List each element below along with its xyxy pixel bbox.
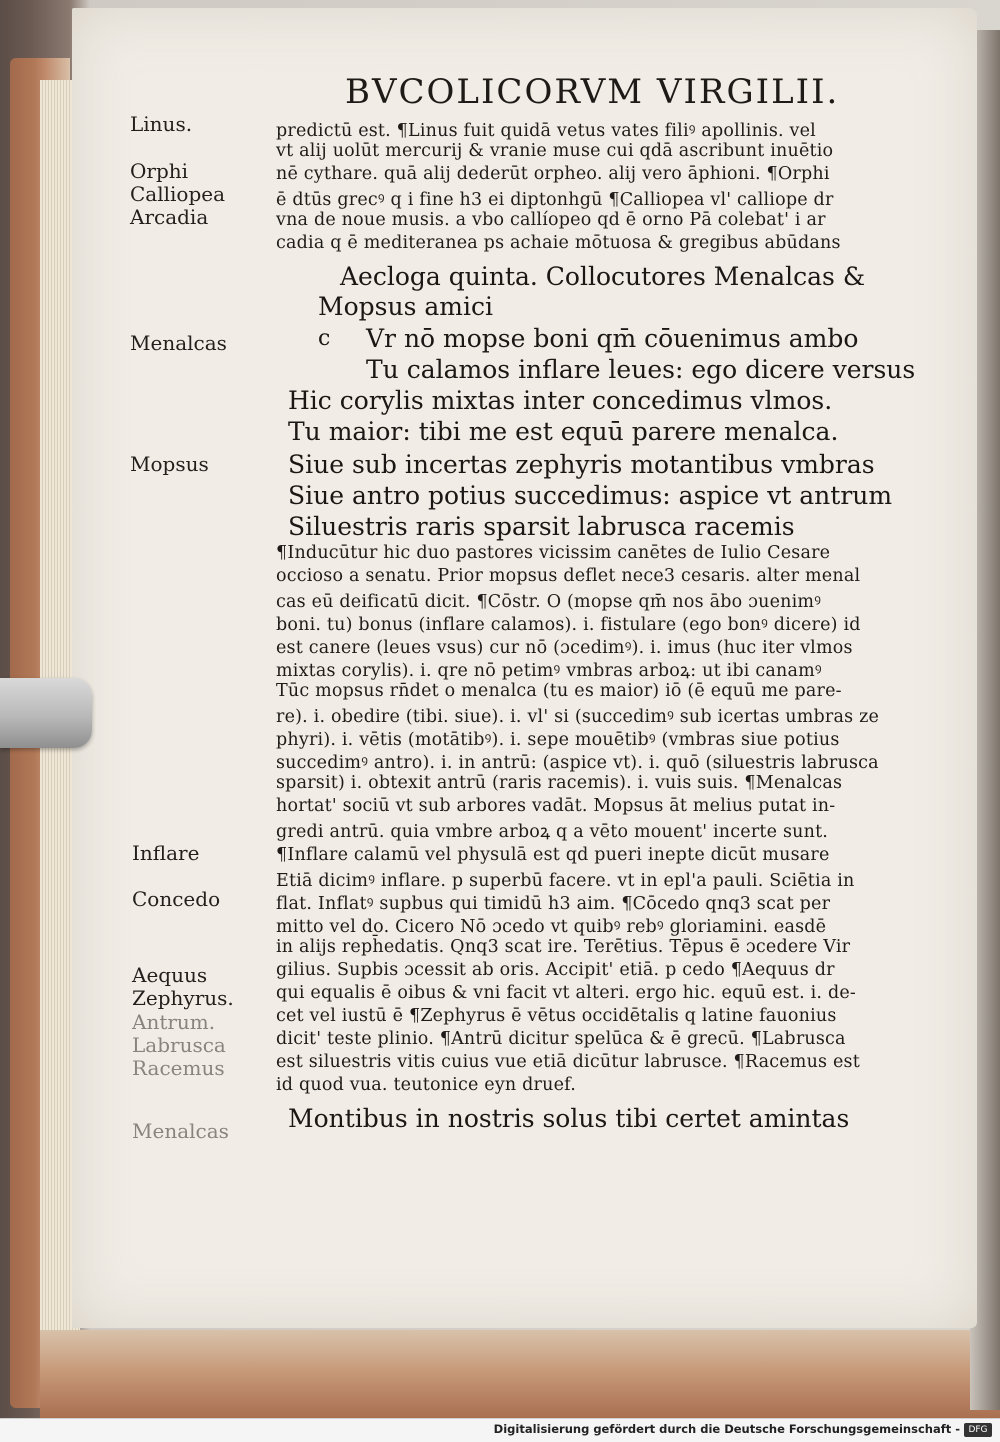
commentary-line: Tūc mopsus rn̄det o menalca (tu es maior) iō (ē equū me pare- (276, 681, 842, 701)
margin-note-concedo: Concedo (132, 887, 221, 911)
commentary-line: cadia q ē mediteranea ps achaie mōtuosa & gregibus abūdans (276, 233, 841, 253)
commentary-line: cet vel iustū ē ¶Zephyrus ē vētus occidētalis q latine fauonius (276, 1006, 837, 1026)
margin-note-menalcas-2: Menalcas (132, 1119, 229, 1143)
digitization-footer (0, 1418, 1000, 1442)
commentary-line: dicit' teste plinio. ¶Antrū dicitur spelūca & ē grecū. ¶Labrusca (276, 1029, 846, 1049)
margin-note-labrusca: Labrusca (132, 1033, 226, 1057)
commentary-line: occioso a senatu. Prior mopsus deflet nece3 cesaris. alter menal (276, 566, 861, 586)
commentary-line: cas eū deificatū dicit. ¶Cōstr. O (mopse qm̄ nos ābo ɔuenimꝰ (276, 592, 822, 612)
verse-line-final: Montibus in nostris solus tibi certet amintas (288, 1104, 850, 1133)
commentary-line: succedimꝰ antro). i. in antrū: (aspice vt). i. quō (siluestris labrusca (276, 753, 879, 773)
margin-note-mopsus: Mopsus (130, 452, 209, 476)
commentary-line: hortat' sociū vt sub arbores vadāt. Mopsus āt melius putat in- (276, 796, 836, 816)
commentary-line: flat. Inflatꝰ supbus qui timidū h3 aim. ¶Cōcedo qnq3 scat per (276, 894, 831, 914)
commentary-line: gilius. Supbis ɔcessit ab oris. Accipit' etiā. p cedo ¶Aequus dr (276, 960, 835, 980)
eclogue-heading-continued: Mopsus amici (318, 292, 493, 321)
dfg-logo-icon: DFG (964, 1423, 992, 1437)
margin-note-arcadia: Arcadia (130, 205, 209, 229)
margin-note-calliopea: Calliopea (130, 182, 226, 206)
commentary-line: mixtas corylis). i. qre nō petimꝰ vmbras arboꝝ: ut ibi canamꝰ (276, 661, 822, 681)
margin-note-inflare: Inflare (132, 841, 200, 865)
margin-note-aequus: Aequus (132, 963, 208, 987)
verse-line: Hic corylis mixtas inter concedimus vlmos. (288, 386, 833, 415)
commentary-line: est siluestris vitis cuius vue etiā dicūtur labrusce. ¶Racemus est (276, 1052, 860, 1072)
commentary-line: ē dtūs grecꝰ q i fine h3 ei diptonhgū ¶Calliopea vl' calliope dr (276, 190, 834, 210)
commentary-line: vna de noue musis. a vbo callíopeo qd ē orno Pā colebat' i ar (276, 210, 826, 230)
commentary-line: Etiā dicimꝰ inflare. p superbū facere. vt in epl'a pauli. Sciētia in (276, 871, 855, 891)
commentary-line: vt alij uolūt mercurij & vranie muse cui qdā ascribunt inuētio (276, 141, 834, 161)
commentary-line: est canere (leues vsus) cur nō (ɔcedimꝰ). i. imus (huc iter vlmos (276, 638, 853, 658)
verse-line: Siue antro potius succedimus: aspice vt antrum (288, 481, 893, 510)
verse-line: Siluestris raris sparsit labrusca racemis (288, 512, 795, 541)
running-head: BVCOLICORVM VIRGILII. (345, 72, 840, 112)
verse-line: Vr nō mopse boni qm̄ cōuenimus ambo (366, 324, 859, 353)
commentary-line: re). i. obedire (tibi. siue). i. vl' si (succedimꝰ sub icertas umbras ze (276, 707, 880, 727)
margin-note-orphi: Orphi (130, 159, 189, 183)
margin-note-zephyrus: Zephyrus. (132, 986, 234, 1010)
commentary-line: boni. tu) bonus (inflare calamos). i. fistulare (ego bonꝰ dicere) id (276, 615, 861, 635)
commentary-line: gredi antrū. quia vmbre arboꝝ q a vēto mouent' incerte sunt. (276, 822, 829, 842)
commentary-line: id quod vua. teutonice eyn druef. (276, 1075, 576, 1095)
initial-letter-guide: c (318, 326, 331, 351)
commentary-line: nē cythare. quā alij dederūt orpheo. alij vero āphioni. ¶Orphi (276, 164, 830, 184)
commentary-line: mitto vel do. Cicero Nō ɔcedo vt quibꝰ rebꝰ gloriamini. easdē (276, 917, 827, 937)
page-holder-tool (0, 678, 92, 748)
eclogue-heading: Aecloga quinta. Collocutores Menalcas & (340, 262, 866, 291)
commentary-line: predictū est. ¶Linus fuit quidā vetus vates filiꝰ apollinis. vel (276, 121, 816, 141)
verse-line: Tu calamos inflare leues: ego dicere versus (366, 355, 916, 384)
verse-line: Tu maior: tibi me est equū parere menalca. (288, 417, 839, 446)
book-bottom-board (40, 1330, 1000, 1420)
commentary-line: sparsit) i. obtexit antrū (raris racemis). i. vuis suis. ¶Menalcas (276, 773, 843, 793)
margin-note-racemus: Racemus (132, 1056, 225, 1080)
footer-credit: Digitalisierung gefördert durch die Deutsche Forschungsgemeinschaft - (493, 1422, 960, 1436)
commentary-line: phyri). i. vētis (motātibꝰ). i. sepe mouētibꝰ (vmbras siue potius (276, 730, 840, 750)
margin-note-antrum: Antrum. (132, 1010, 216, 1034)
margin-note-menalcas: Menalcas (130, 331, 227, 355)
commentary-line: ¶Inducūtur hic duo pastores vicissim canētes de Iulio Cesare (276, 543, 831, 563)
commentary-line: qui equalis ē oibus & vni facit vt alteri. ergo hic. equū est. i. de- (276, 983, 857, 1003)
commentary-line: ¶Inflare calamū vel physulā est qd pueri inepte dicūt musare (276, 845, 830, 865)
commentary-line: in alijs reph̄edatis. Qnq3 scat ire. Terētius. Tēpus ē ɔcedere Vir (276, 937, 851, 957)
verse-line: Siue sub incertas zephyris motantibus vmbras (288, 450, 875, 479)
margin-note-linus: Linus. (130, 112, 193, 136)
